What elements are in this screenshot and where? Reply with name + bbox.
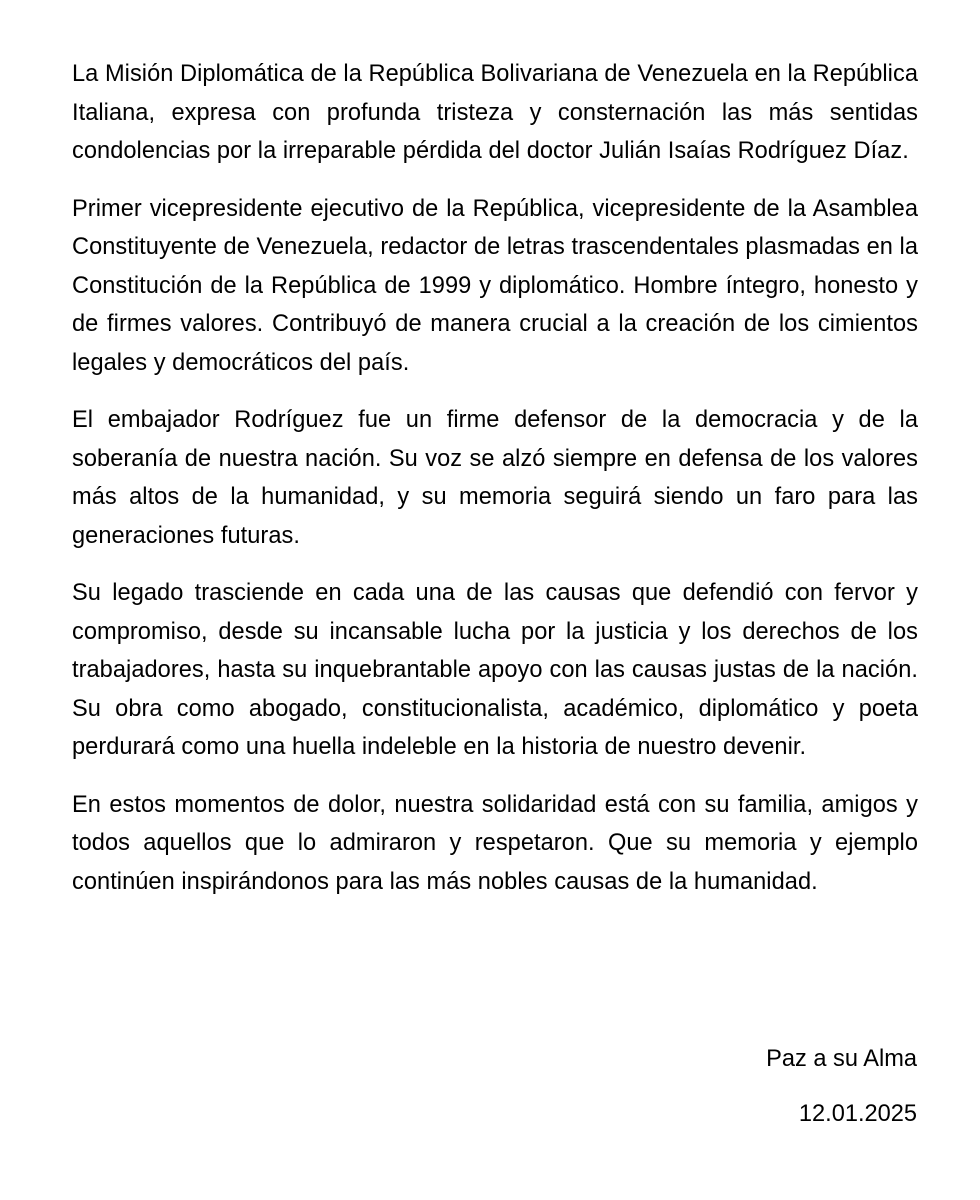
paragraph-legacy: Su legado trasciende en cada una de las causas que defendió con fervor y compromiso, desde su incansable lucha por la justicia y los derechos de los trabajadores, hasta su inquebrantable apoyo con las causas justas de la nación. Su obra como abogado, constitucionalista, académico, diplomático y poeta perdurará como una huella indeleble en la historia de nuestro devenir. <box>72 580 918 760</box>
paragraph-intro: La Misión Diplomática de la República Bolivariana de Venezuela en la República Italiana, expresa con profunda tristeza y consternación las más sentidas condolencias por la irreparable pérdida del doctor Julián Isaías Rodríguez Díaz. <box>72 61 918 164</box>
paragraph-defender: El embajador Rodríguez fue un firme defensor de la democracia y de la soberanía de nuestra nación. Su voz se alzó siempre en defensa de los valores más altos de la humanidad, y su memoria seguirá siendo un faro para las generaciones futuras. <box>72 407 918 549</box>
paragraph-biography: Primer vicepresidente ejecutivo de la República, vicepresidente de la Asamblea Constituyente de Venezuela, redactor de letras trascendentales plasmadas en la Constitución de la República de 1999 y diplomático. Hombre íntegro, honesto y de firmes valores. Contribuyó de manera crucial a la creación de los cimientos legales y democráticos del país. <box>72 195 918 376</box>
letter-date: 12.01.2025 <box>798 1101 917 1127</box>
paragraph-solidarity: En estos momentos de dolor, nuestra solidaridad está con su familia, amigos y todos aquellos que lo admiraron y respetaron. Que su memoria y ejemplo continúen inspirándonos para las más nobles causas de la humanidad. <box>72 791 918 895</box>
condolence-letter <box>72 55 918 920</box>
closing-line: Paz a su Alma <box>766 1046 917 1072</box>
